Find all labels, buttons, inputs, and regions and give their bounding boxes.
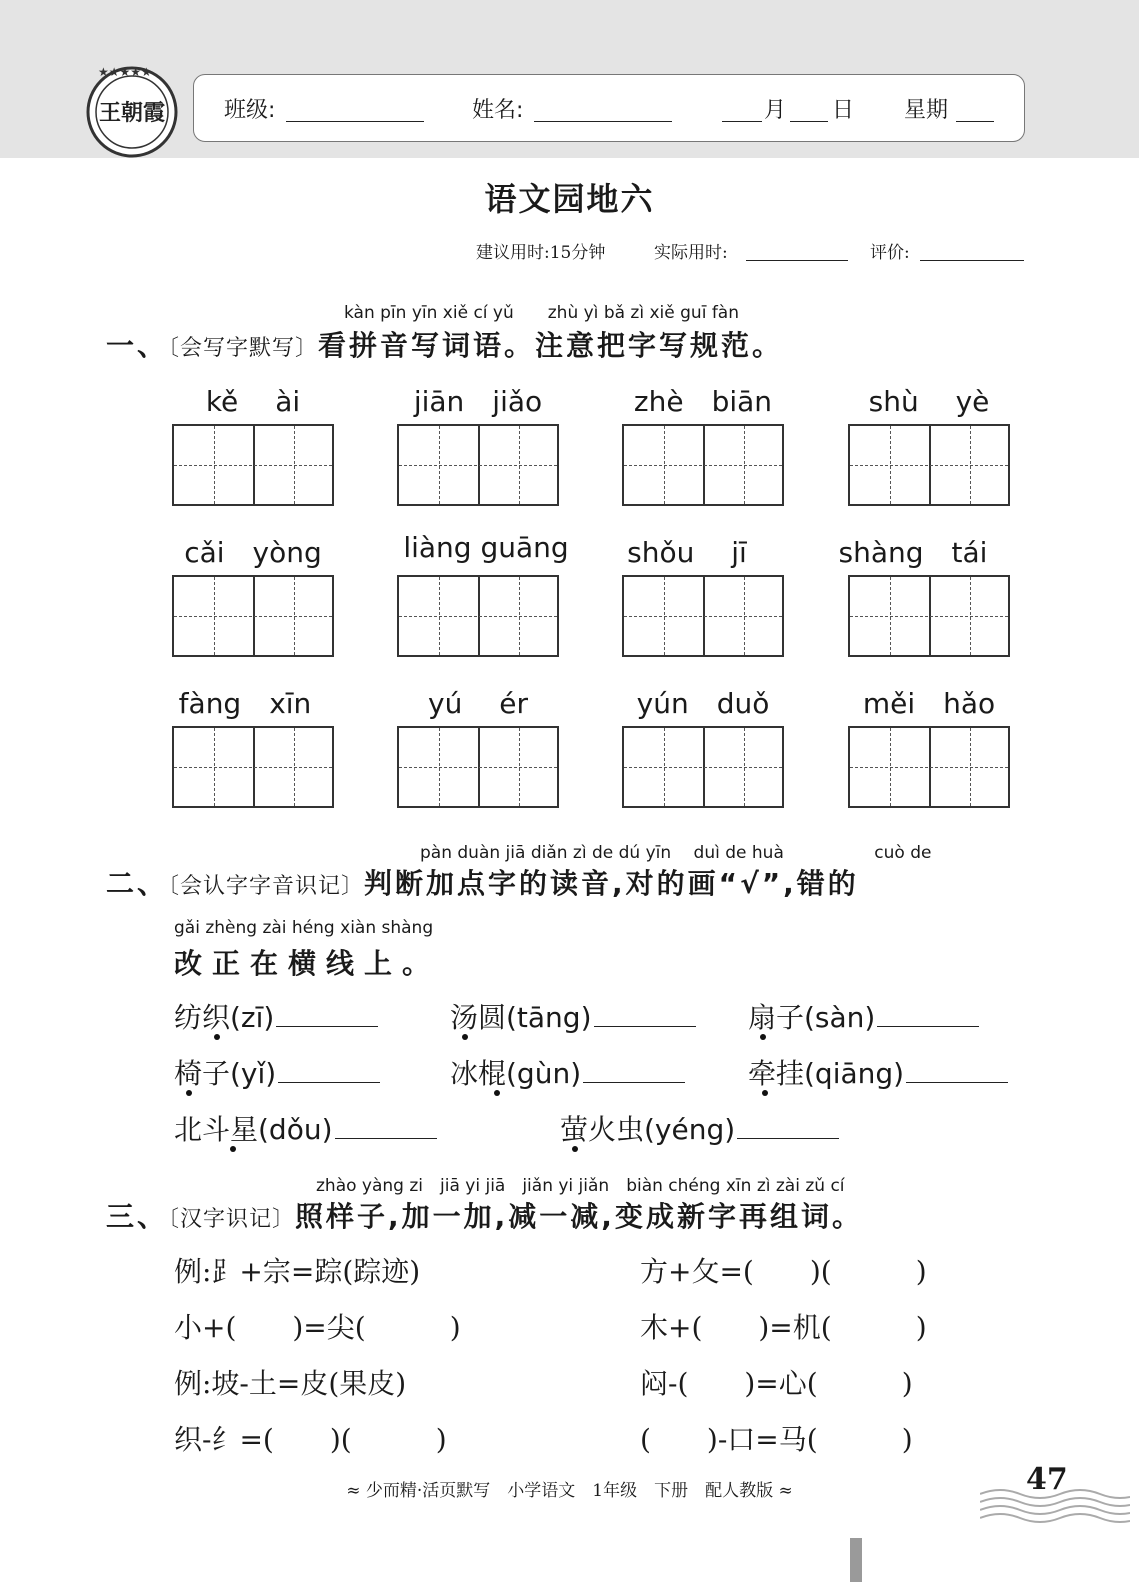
answer-blank[interactable] xyxy=(877,1004,979,1027)
writing-grid[interactable] xyxy=(172,575,334,657)
emphasis-dot xyxy=(494,1090,500,1096)
section2-pinyin-1: pàn duàn jiā diǎn zì de dú yīn duì de huà cuò de xyxy=(420,843,932,863)
reading-word: 牵挂(qiāng) xyxy=(748,1057,905,1090)
section3-instruction: 照样子,加一加,减一减,变成新字再组词。 xyxy=(295,1200,863,1233)
emphasis-dot xyxy=(760,1034,766,1040)
svg-text:★★★★★: ★★★★★ xyxy=(98,65,152,79)
emphasis-dot xyxy=(230,1146,236,1152)
page-number: 47 xyxy=(1026,1462,1068,1497)
section3-heading xyxy=(106,1195,863,1235)
answer-blank[interactable] xyxy=(906,1060,1008,1083)
rating-blank[interactable] xyxy=(920,260,1024,261)
word-pinyin: shǒu jī xyxy=(627,536,747,569)
equation-item[interactable]: 小+( )=尖( ) xyxy=(174,1311,461,1344)
answer-blank[interactable] xyxy=(335,1116,437,1139)
reading-item xyxy=(174,996,378,1036)
word-pinyin: kě ài xyxy=(205,385,301,418)
writing-grid[interactable] xyxy=(397,424,559,506)
reading-item xyxy=(174,1108,437,1148)
section3-pinyin: zhào yàng zi jiā yi jiā jiǎn yi jiǎn biàn chéng xīn zì zài zǔ cí xyxy=(316,1176,845,1196)
student-info-box xyxy=(193,74,1025,142)
writing-grid[interactable] xyxy=(397,575,559,657)
word-pinyin: shù yè xyxy=(868,385,990,418)
word-pinyin: cǎi yòng xyxy=(184,536,322,569)
equation-example-subtract: 例:坡-土=皮(果皮) xyxy=(174,1367,407,1400)
word-pinyin: yún duǒ xyxy=(636,687,770,720)
word-pinyin: zhè biān xyxy=(633,385,773,418)
actual-time-label: 实际用时: xyxy=(654,243,728,263)
reading-word: 萤火虫(yéng) xyxy=(560,1113,736,1146)
equation-item[interactable]: 木+( )=机( ) xyxy=(640,1311,927,1344)
footer-text: ≈ 少而精·活页默写 小学语文 1年级 下册 配人教版 ≈ xyxy=(346,1481,793,1501)
section1-pinyin: kàn pīn yīn xiě cí yǔ zhù yì bǎ zì xiě guī fàn xyxy=(344,303,739,323)
equation-item[interactable]: 方+攵=( )( ) xyxy=(640,1255,927,1288)
section1-heading xyxy=(106,324,783,364)
brand-logo xyxy=(84,62,180,158)
actual-time-blank[interactable] xyxy=(746,260,848,261)
answer-blank[interactable] xyxy=(737,1116,839,1139)
word-pinyin: měi hǎo xyxy=(862,687,996,720)
writing-grid[interactable] xyxy=(622,424,784,506)
section1-instruction: 看拼音写词语。注意把字写规范。 xyxy=(318,329,784,362)
wave-decoration-icon xyxy=(980,1484,1130,1524)
page-title: 语文园地六 xyxy=(484,180,655,218)
answer-blank[interactable] xyxy=(583,1060,685,1083)
word-pinyin: shàng tái xyxy=(838,536,988,569)
writing-grid[interactable] xyxy=(172,726,334,808)
writing-grid[interactable] xyxy=(172,424,334,506)
class-blank[interactable] xyxy=(286,121,424,122)
suggested-time: 建议用时:15分钟 xyxy=(476,243,606,263)
equation-example-add: 例:⻊+宗=踪(踪迹) xyxy=(174,1255,421,1288)
section2-pinyin-2: gǎi zhèng zài héng xiàn shàng xyxy=(174,918,434,938)
reading-item xyxy=(450,996,696,1036)
reading-item xyxy=(748,996,979,1036)
emphasis-dot xyxy=(186,1090,192,1096)
reading-item xyxy=(748,1052,1008,1092)
equation-item[interactable]: 织-纟=( )( ) xyxy=(174,1423,447,1456)
reading-word: 北斗星(dǒu) xyxy=(174,1113,333,1146)
weekday-label: 星期 xyxy=(904,98,949,123)
section2-heading xyxy=(106,862,859,902)
section2-tag: 〔会认字字音识记〕 xyxy=(168,874,365,899)
section2-instruction-2: 改正在横线上。 xyxy=(174,947,441,980)
answer-blank[interactable] xyxy=(594,1004,696,1027)
section3-number: 三、 xyxy=(106,1200,169,1233)
section1-tag: 〔会写字默写〕 xyxy=(168,336,319,361)
word-pinyin: jiān jiǎo xyxy=(413,385,543,418)
weekday-blank[interactable] xyxy=(956,121,994,122)
section2-number: 二、 xyxy=(106,867,169,900)
answer-blank[interactable] xyxy=(276,1004,378,1027)
bottom-edge-bar xyxy=(850,1538,862,1582)
reading-item xyxy=(560,1108,839,1148)
writing-grid[interactable] xyxy=(622,726,784,808)
equation-item[interactable]: ( )-口=马( ) xyxy=(640,1423,913,1456)
answer-blank[interactable] xyxy=(278,1060,380,1083)
reading-word: 汤圆(tāng) xyxy=(450,1001,592,1034)
section2-instruction-1: 判断加点字的读音,对的画“√”,错的 xyxy=(364,867,859,900)
reading-word: 扇子(sàn) xyxy=(748,1001,876,1034)
class-label: 班级: xyxy=(224,98,276,123)
month-label: 月 xyxy=(764,98,787,123)
month-blank[interactable] xyxy=(722,121,762,122)
reading-word: 纺织(zī) xyxy=(174,1001,275,1034)
reading-word: 椅子(yǐ) xyxy=(174,1057,277,1090)
section3-tag: 〔汉字识记〕 xyxy=(168,1207,296,1232)
reading-item xyxy=(174,1052,380,1092)
reading-item xyxy=(450,1052,685,1092)
logo-text: 王朝霞 xyxy=(98,100,166,126)
name-blank[interactable] xyxy=(534,121,672,122)
word-pinyin: liàng guāng xyxy=(403,531,569,564)
writing-grid[interactable] xyxy=(397,726,559,808)
day-blank[interactable] xyxy=(790,121,828,122)
writing-grid[interactable] xyxy=(848,575,1010,657)
writing-grid[interactable] xyxy=(622,575,784,657)
emphasis-dot xyxy=(214,1034,220,1040)
emphasis-dot xyxy=(572,1146,578,1152)
equation-item[interactable]: 闷-( )=心( ) xyxy=(640,1367,913,1400)
rating-label: 评价: xyxy=(870,243,910,263)
word-pinyin: fàng xīn xyxy=(178,687,312,720)
section1-number: 一、 xyxy=(106,329,169,362)
day-label: 日 xyxy=(832,98,855,123)
emphasis-dot xyxy=(762,1090,768,1096)
reading-word: 冰棍(gùn) xyxy=(450,1057,582,1090)
emphasis-dot xyxy=(462,1034,468,1040)
name-label: 姓名: xyxy=(472,98,524,123)
writing-grid[interactable] xyxy=(848,726,1010,808)
word-pinyin: yú ér xyxy=(428,687,528,720)
writing-grid[interactable] xyxy=(848,424,1010,506)
